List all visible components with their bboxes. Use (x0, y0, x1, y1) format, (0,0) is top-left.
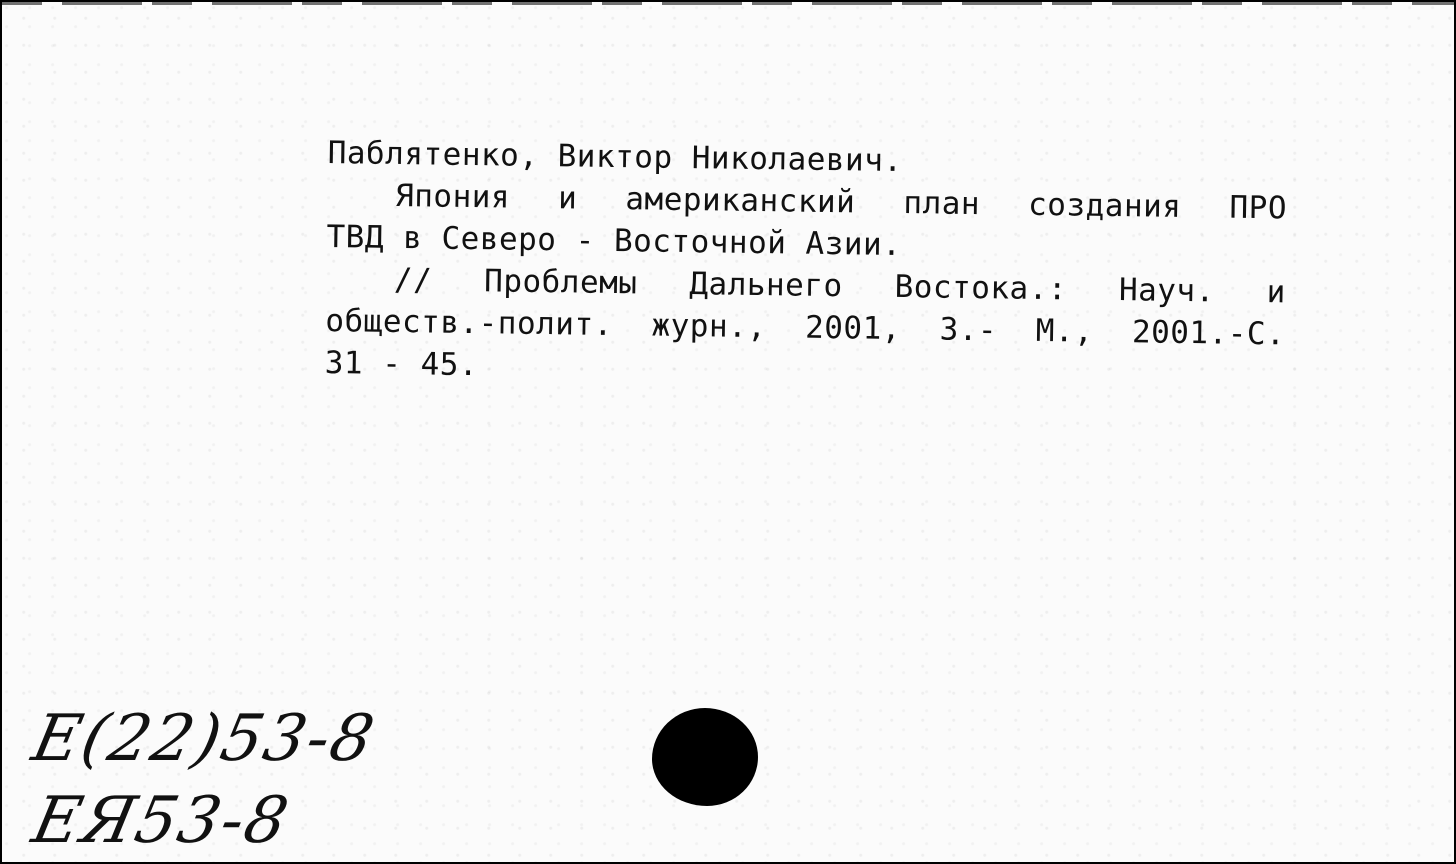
title-line-2: ТВД в Северо - Восточной Азии. (326, 218, 902, 264)
author-line: Паблятенко, Виктор Николаевич. (327, 134, 903, 180)
source-line-1: // Проблемы Дальнего Востока.: Науч. и (393, 261, 1287, 311)
source-line-3: 31 - 45. (324, 344, 479, 384)
title-line-1: Япония и американский план создания ПРО (394, 177, 1288, 227)
shelfmark-primary: E(22)53-8 (26, 702, 382, 776)
shelfmark-secondary: EЯ53-8 (26, 784, 297, 858)
source-line-2: обществ.-полит. журн., 2001, 3.- М., 2001.-С. (325, 302, 1286, 353)
bibliographic-entry (324, 132, 1287, 397)
punch-hole (652, 708, 758, 806)
scan-edge-strip (2, 2, 1454, 5)
